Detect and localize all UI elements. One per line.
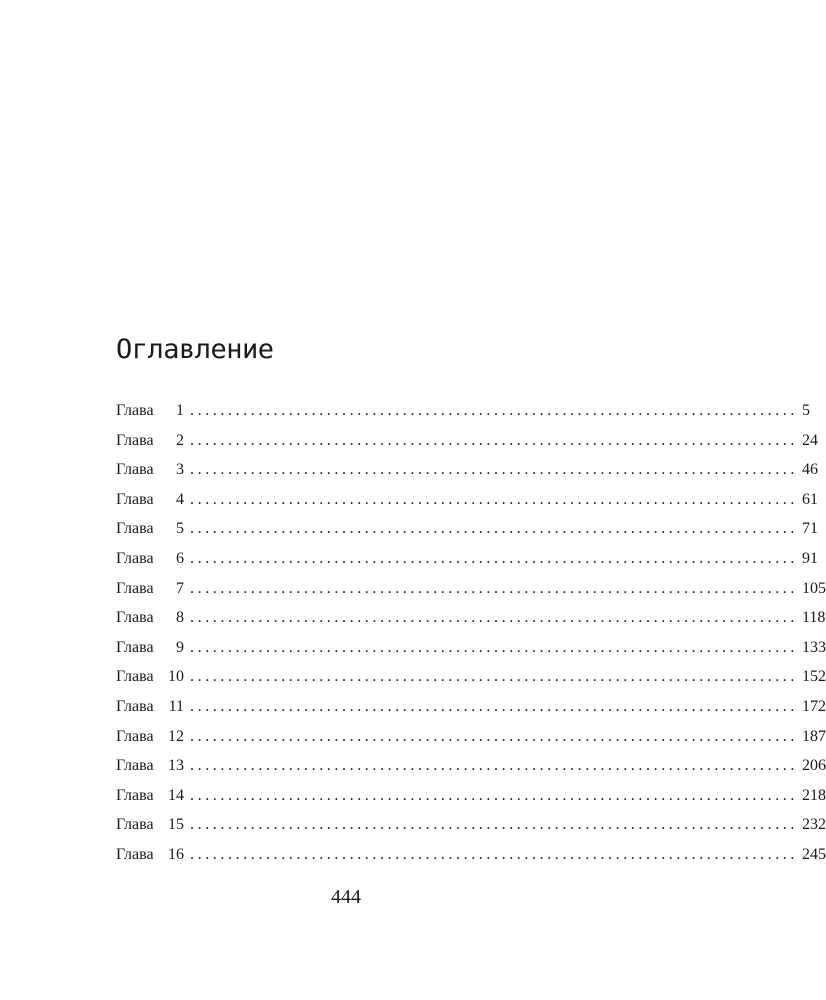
- toc-entry-page: 218: [802, 786, 826, 804]
- toc-entry-label: [116, 722, 188, 752]
- toc-entry-number: 5: [176, 520, 184, 538]
- toc-entry-word: Глава: [116, 786, 154, 804]
- toc-entry-number: 2: [176, 431, 184, 449]
- toc-entry: [116, 751, 826, 781]
- toc-entry-word: Глава: [116, 549, 154, 567]
- toc-entry-label: [116, 751, 188, 781]
- toc-entry-label: [116, 662, 188, 692]
- toc-entry: [116, 514, 818, 544]
- toc-entry-label: [116, 396, 188, 426]
- toc-entry-number: 14: [168, 786, 184, 804]
- toc-leader-dots: ................................................................................: [190, 461, 798, 479]
- toc-entry: [116, 426, 818, 456]
- toc-entry-number: 12: [168, 727, 184, 745]
- toc-entry-page: 245: [802, 845, 826, 863]
- toc-leader-dots: ................................................................................: [190, 697, 798, 715]
- toc-list: [116, 396, 826, 870]
- toc-entry-word: Глава: [116, 757, 154, 775]
- toc-entry-label: [116, 574, 188, 604]
- toc-entry-word: Глава: [116, 668, 154, 686]
- toc-entry-label: [116, 633, 188, 663]
- toc-entry-number: 13: [168, 757, 184, 775]
- toc-entry-label: [116, 692, 188, 722]
- toc-leader-dots: ................................................................................: [190, 579, 798, 597]
- toc-entry: [116, 455, 818, 485]
- toc-entry-word: Глава: [116, 638, 154, 656]
- toc-entry-word: Глава: [116, 579, 154, 597]
- toc-leader-dots: ................................................................................: [190, 549, 798, 567]
- toc-entry-word: Глава: [116, 490, 154, 508]
- toc-entry-label: [116, 810, 188, 840]
- toc-entry-label: [116, 603, 188, 633]
- toc-entry-word: Глава: [116, 402, 154, 419]
- toc-leader-dots: ................................................................................: [190, 668, 798, 686]
- toc-entry-number: 4: [176, 490, 184, 508]
- toc-entry-page: 91: [802, 549, 818, 567]
- toc-entry-number: 10: [168, 668, 184, 686]
- toc-entry-word: Глава: [116, 609, 154, 627]
- toc-entry: [116, 544, 818, 574]
- toc-title: Оглавление: [116, 334, 274, 365]
- toc-entry: [116, 396, 810, 426]
- toc-leader-dots: ................................................................................: [190, 638, 798, 656]
- toc-leader-dots: ................................................................................: [190, 609, 798, 627]
- toc-entry: [116, 633, 826, 663]
- toc-entry-page: 206: [802, 757, 826, 775]
- toc-entry-word: Глава: [116, 520, 154, 538]
- toc-entry-word: Глава: [116, 431, 154, 449]
- toc-entry-page: 105: [802, 579, 826, 597]
- toc-leader-dots: ................................................................................: [190, 757, 798, 775]
- toc-entry-word: Глава: [116, 816, 154, 834]
- toc-entry-word: Глава: [116, 727, 154, 745]
- toc-entry-number: 1: [176, 402, 184, 419]
- toc-entry-page: 133: [802, 638, 826, 656]
- toc-leader-dots: ................................................................................: [190, 520, 798, 538]
- toc-entry: [116, 840, 826, 870]
- toc-entry-page: 152: [802, 668, 826, 686]
- toc-entry-page: 187: [802, 727, 826, 745]
- toc-entry-page: 46: [802, 461, 818, 479]
- toc-leader-dots: ................................................................................: [190, 490, 798, 508]
- toc-entry: [116, 810, 826, 840]
- toc-entry-number: 15: [168, 816, 184, 834]
- toc-entry-word: Глава: [116, 845, 154, 863]
- toc-leader-dots: ................................................................................: [190, 845, 798, 863]
- toc-entry-page: 118: [802, 609, 826, 627]
- toc-leader-dots: ................................................................................: [190, 431, 798, 449]
- toc-entry-number: 6: [176, 549, 184, 567]
- toc-entry: [116, 485, 818, 515]
- toc-entry-number: 16: [168, 845, 184, 863]
- toc-entry-number: 8: [176, 609, 184, 627]
- toc-leader-dots: ................................................................................: [190, 402, 798, 419]
- toc-entry-page: 232: [802, 816, 826, 834]
- toc-entry-page: 61: [802, 490, 818, 508]
- toc-leader-dots: ................................................................................: [190, 816, 798, 834]
- toc-entry-number: 11: [168, 697, 184, 715]
- toc-entry-page: 172: [802, 697, 826, 715]
- toc-entry: [116, 781, 826, 811]
- toc-entry-page: 5: [802, 402, 810, 419]
- toc-entry-label: [116, 485, 188, 515]
- toc-entry-number: 7: [176, 579, 184, 597]
- toc-entry: [116, 662, 826, 692]
- toc-entry-word: Глава: [116, 461, 154, 479]
- toc-entry: [116, 603, 826, 633]
- toc-entry-label: [116, 781, 188, 811]
- toc-leader-dots: ................................................................................: [190, 727, 798, 745]
- page-number: 444: [331, 886, 361, 908]
- toc-entry-label: [116, 840, 188, 870]
- toc-entry: [116, 722, 826, 752]
- toc-entry-page: 24: [802, 431, 818, 449]
- toc-entry-label: [116, 544, 188, 574]
- toc-leader-dots: ................................................................................: [190, 786, 798, 804]
- toc-entry: [116, 574, 826, 604]
- toc-entry-page: 71: [802, 520, 818, 538]
- toc-entry-label: [116, 426, 188, 456]
- toc-entry-label: [116, 514, 188, 544]
- toc-entry-word: Глава: [116, 697, 154, 715]
- toc-entry-label: [116, 455, 188, 485]
- toc-entry-number: 9: [176, 638, 184, 656]
- toc-entry-number: 3: [176, 461, 184, 479]
- toc-entry: [116, 692, 826, 722]
